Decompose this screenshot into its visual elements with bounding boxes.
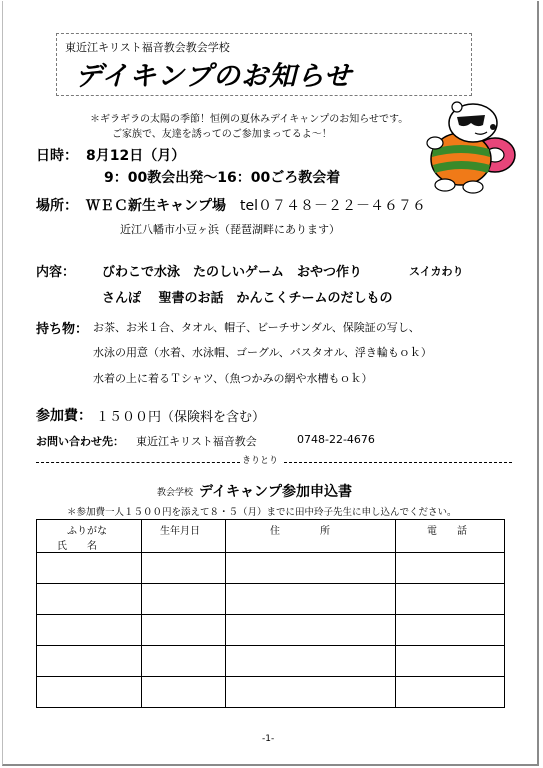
- table-header-row: [37, 520, 505, 553]
- header-address: 住 所: [270, 526, 330, 537]
- phone-input-cell[interactable]: [396, 553, 505, 584]
- name-input-cell[interactable]: [37, 553, 142, 584]
- form-note: ＊参加費一人１５００円を添えて８・５（月）までに田中玲子先生に申し込んでください。: [67, 507, 457, 518]
- address-input-cell[interactable]: [226, 553, 396, 584]
- polar-bear-with-float-icon: [413, 97, 519, 197]
- school-name: 東近江キリスト福音教会教会学校: [65, 41, 230, 54]
- contact-label: お問い合わせ先：: [36, 435, 124, 448]
- cutline-label: きりとり: [242, 456, 279, 466]
- birth-input-cell[interactable]: [142, 553, 226, 584]
- cutline-right: [284, 462, 512, 463]
- time-value: 9：00教会出発～16：00ごろ教会着: [104, 170, 341, 186]
- phone-input-cell[interactable]: [396, 584, 505, 615]
- table-row: [37, 615, 505, 646]
- birth-input-cell[interactable]: [142, 677, 226, 708]
- place-label: 場所：: [36, 198, 78, 214]
- date-value: 8月12日（月）: [86, 148, 186, 164]
- table-row: [37, 584, 505, 615]
- contact-org: 東近江キリスト福音教会: [136, 435, 257, 448]
- contact-phone: 0748-22-4676: [297, 433, 375, 446]
- intro-line-2: ご家族で、友達を誘ってのご参加まってるよ～！: [112, 129, 332, 140]
- belongings-line-1: お茶、お米１合、タオル、帽子、ビーチサンダル、保険証の写し、: [93, 321, 420, 334]
- name-input-cell[interactable]: [37, 615, 142, 646]
- birth-input-cell[interactable]: [142, 615, 226, 646]
- name-input-cell[interactable]: [37, 584, 142, 615]
- page-number: -1-: [262, 734, 275, 744]
- name-input-cell[interactable]: [37, 677, 142, 708]
- cutline-left: [36, 462, 240, 463]
- address-input-cell[interactable]: [226, 615, 396, 646]
- address-input-cell[interactable]: [226, 646, 396, 677]
- fee-value: １５００円（保険料を含む）: [96, 410, 266, 425]
- fee-label: 参加費：: [36, 408, 92, 424]
- form-title: デイキャンプ参加申込書: [199, 484, 353, 500]
- place-tel: tel０７４８－２２－４６７６: [240, 198, 426, 214]
- header-phone-cell: [396, 520, 505, 553]
- date-label: 日時：: [36, 148, 78, 164]
- content-line-1-extra: スイカわり: [409, 265, 464, 278]
- header-name-cell: [37, 520, 142, 553]
- phone-input-cell[interactable]: [396, 677, 505, 708]
- place-address: 近江八幡市小豆ヶ浜（琵琶湖畔にあります）: [120, 223, 340, 236]
- table-row: [37, 677, 505, 708]
- phone-input-cell[interactable]: [396, 646, 505, 677]
- page-title: デイキンプのお知らせ: [75, 61, 353, 92]
- table-row: [37, 646, 505, 677]
- application-form-table: [36, 519, 505, 708]
- content-line-2: さんぽ 聖書のお話 かんこくチームのだしもの: [102, 291, 393, 306]
- content-label: 内容：: [36, 265, 76, 280]
- header-phone: 電 話: [427, 526, 467, 537]
- form-title-prefix: 教会学校: [157, 488, 194, 498]
- header-name: 氏 名: [57, 541, 97, 552]
- belongings-label: 持ち物：: [36, 322, 89, 337]
- header-furigana: ふりがな: [67, 526, 107, 537]
- header-birthdate: 生年月日: [160, 526, 200, 537]
- place-name: ＷＥＣ新生キャンプ場: [86, 198, 226, 214]
- belongings-line-2: 水泳の用意（水着、水泳帽、ゴーグル、バスタオル、浮き輪もｏｋ）: [93, 346, 432, 359]
- header-birth-cell: [142, 520, 226, 553]
- table-row: [37, 553, 505, 584]
- content-line-1: びわこで水泳 たのしいゲーム おやつ作り: [102, 265, 363, 280]
- header-address-cell: [226, 520, 396, 553]
- intro-line-1: ＊ギラギラの太陽の季節！恒例の夏休みデイキャンプのお知らせです。: [90, 114, 409, 125]
- address-input-cell[interactable]: [226, 677, 396, 708]
- birth-input-cell[interactable]: [142, 584, 226, 615]
- name-input-cell[interactable]: [37, 646, 142, 677]
- address-input-cell[interactable]: [226, 584, 396, 615]
- birth-input-cell[interactable]: [142, 646, 226, 677]
- phone-input-cell[interactable]: [396, 615, 505, 646]
- belongings-line-3: 水着の上に着るＴシャツ、（魚つかみの網や水槽もｏｋ）: [93, 372, 373, 385]
